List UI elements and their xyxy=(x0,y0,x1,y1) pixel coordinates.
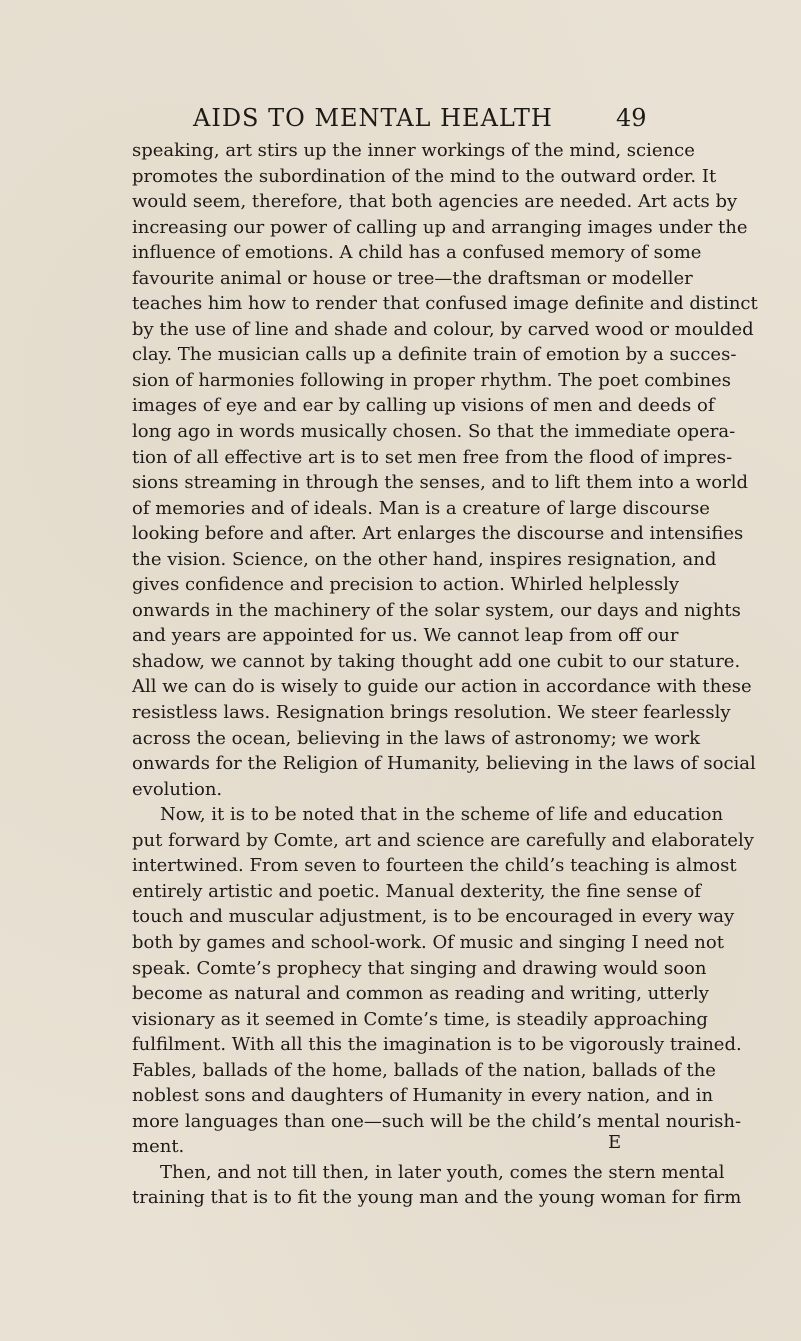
text-line: noblest sons and daughters of Humanity in every nation, and in xyxy=(132,1085,714,1107)
text-line: increasing our power of calling up and arranging images under the xyxy=(132,216,748,238)
text-line: would seem, therefore, that both agencies are needed. Art acts by xyxy=(132,191,738,213)
page-number: 49 xyxy=(616,104,647,132)
text-line: both by games and school-work. Of music and singing I need not xyxy=(132,931,724,953)
text-line: onwards in the machinery of the solar system, our days and nights xyxy=(132,599,741,621)
text-line: put forward by Comte, art and science are carefully and elaborately xyxy=(132,829,754,851)
signature-mark: E xyxy=(608,1132,622,1153)
text-line: touch and muscular adjustment, is to be encouraged in every way xyxy=(132,906,735,928)
text-line: speaking, art stirs up the inner workings of the mind, science xyxy=(132,140,695,161)
text-line: ment. xyxy=(132,1136,185,1158)
text-line: training that is to fit the young man and the young woman for firm xyxy=(132,1187,742,1209)
text-line: intertwined. From seven to fourteen the child’s teaching is almost xyxy=(132,855,737,877)
text-line: evolution. xyxy=(132,778,223,800)
text-line: entirely artistic and poetic. Manual dexterity, the fine sense of xyxy=(132,880,701,902)
text-line: onwards for the Religion of Humanity, believing in the laws of social xyxy=(132,753,756,775)
text-line: Now, it is to be noted that in the scheme of life and education xyxy=(160,804,724,826)
text-line: the vision. Science, on the other hand, inspires resignation, and xyxy=(132,548,717,570)
text-line: teaches him how to render that confused image definite and distinct xyxy=(132,293,758,315)
text-line: clay. The musician calls up a definite train of emotion by a succes- xyxy=(132,344,737,366)
text-line: All we can do is wisely to guide our action in accordance with these xyxy=(132,676,752,698)
text-line: looking before and after. Art enlarges the discourse and intensifies xyxy=(132,523,744,545)
text-line: resistless laws. Resignation brings resolution. We steer fearlessly xyxy=(132,702,731,724)
text-line: influence of emotions. A child has a confused memory of some xyxy=(132,242,702,264)
text-line: sions streaming in through the senses, and to lift them into a world xyxy=(132,472,749,494)
running-head-title: AIDS TO MENTAL HEALTH xyxy=(193,104,553,132)
text-line: by the use of line and shade and colour, by carved wood or moulded xyxy=(132,318,754,340)
text-line: gives confidence and precision to action. Whirled helplessly xyxy=(132,574,680,596)
text-line: shadow, we cannot by taking thought add one cubit to our stature. xyxy=(132,650,741,672)
text-line: speak. Comte’s prophecy that singing and drawing would soon xyxy=(132,957,707,979)
text-line: and years are appointed for us. We cannot leap from off our xyxy=(132,625,679,647)
text-line: fulfilment. With all this the imagination is to be vigorously trained. xyxy=(132,1034,742,1056)
text-line: long ago in words musically chosen. So that the immediate opera- xyxy=(132,421,736,443)
text-line: favourite animal or house or tree—the draftsman or modeller xyxy=(132,267,693,289)
text-line: sion of harmonies following in proper rhythm. The poet combines xyxy=(132,369,731,391)
text-line: visionary as it seemed in Comte’s time, is steadily approaching xyxy=(132,1008,708,1030)
text-line: become as natural and common as reading and writing, utterly xyxy=(132,983,709,1005)
text-line: Then, and not till then, in later youth, comes the stern mental xyxy=(160,1161,725,1183)
text-line: images of eye and ear by calling up visions of men and deeds of xyxy=(132,395,715,417)
text-line: tion of all effective art is to set men free from the flood of impres- xyxy=(132,446,733,468)
text-line: promotes the subordination of the mind to the outward order. It xyxy=(132,165,717,187)
body-text xyxy=(132,138,758,1211)
text-line: of memories and of ideals. Man is a creature of large discourse xyxy=(132,497,710,519)
text-line: more languages than one—such will be the child’s mental nourish- xyxy=(132,1110,742,1132)
text-line: Fables, ballads of the home, ballads of the nation, ballads of the xyxy=(132,1059,716,1081)
text-line: across the ocean, believing in the laws of astronomy; we work xyxy=(132,727,701,749)
